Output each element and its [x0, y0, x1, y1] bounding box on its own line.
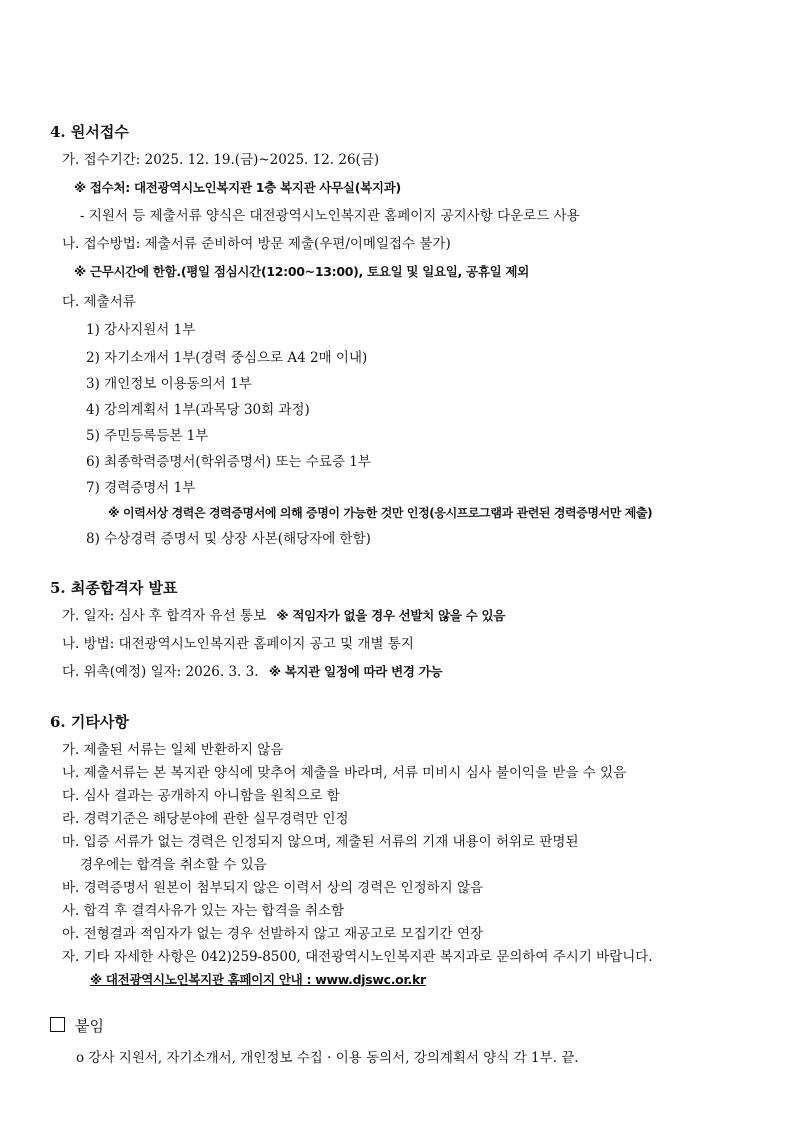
s4-ga-dash: - 지원서 등 제출서류 양식은 대전광역시노인복지관 홈페이지 공지사항 다운로드 사용	[80, 208, 580, 224]
s4-item-8: 8) 수상경력 증명서 및 상장 사본(해당자에 한함)	[86, 531, 371, 547]
s5-da	[62, 662, 442, 682]
s4-na-note: ※ 근무시간에 한함.(평일 점심시간(12:00~13:00), 토요일 및 일요일, 공휴일 제외	[74, 264, 529, 279]
s5-ga-text: 가. 일자: 심사 후 합격자 유선 통보	[62, 608, 267, 624]
s4-item-1: 1) 강사지원서 1부	[86, 322, 196, 338]
attach-title: 붙임	[75, 1017, 104, 1035]
s5-ga	[62, 606, 505, 626]
s4-ga: 가. 접수기간: 2025. 12. 19.(금)~2025. 12. 26(금)	[62, 152, 380, 168]
s5-na: 나. 방법: 대전광역시노인복지관 홈페이지 공고 및 개별 통지	[62, 636, 414, 652]
section-4-title: 4. 원서접수	[50, 123, 129, 141]
s6-item-ja: 자. 기타 자세한 사항은 042)259-8500, 대전광역시노인복지관 복지과로 문의하여 주시기 바랍니다.	[62, 949, 653, 965]
s4-item-7-note: ※ 이력서상 경력은 경력증명서에 의해 증명이 가능한 것만 인정(응시프로그램과 관련된 경력증명서만 제출)	[108, 506, 653, 520]
section-5-title: 5. 최종합격자 발표	[50, 579, 178, 597]
s4-ga-note: ※ 접수처: 대전광역시노인복지관 1층 복지관 사무실(복지과)	[74, 180, 401, 195]
s5-da-note: ※ 복지관 일정에 따라 변경 가능	[268, 664, 443, 679]
section-6-title: 6. 기타사항	[50, 713, 129, 731]
s6-item-da: 다. 심사 결과는 공개하지 아니함을 원칙으로 함	[62, 788, 340, 804]
attach-title-row	[50, 1016, 104, 1036]
s4-da: 다. 제출서류	[62, 294, 136, 310]
s4-item-3: 3) 개인정보 이용동의서 1부	[86, 376, 252, 392]
s6-item-ra: 라. 경력기준은 해당분야에 관한 실무경력만 인정	[62, 811, 349, 827]
s6-item-ga: 가. 제출된 서류는 일체 반환하지 않음	[62, 742, 284, 758]
checkbox-square-icon	[50, 1017, 65, 1032]
attach-line: o 강사 지원서, 자기소개서, 개인정보 수집 · 이용 동의서, 강의계획서 양식 각 1부. 끝.	[76, 1050, 579, 1066]
s6-item-a: 아. 전형결과 적임자가 없는 경우 선발하지 않고 재공고로 모집기간 연장	[62, 926, 484, 942]
s6-item-ba: 바. 경력증명서 원본이 첨부되지 않은 이력서 상의 경력은 인정하지 않음	[62, 880, 484, 896]
s4-item-2: 2) 자기소개서 1부(경력 중심으로 A4 2매 이내)	[86, 350, 368, 366]
s4-item-4: 4) 강의계획서 1부(과목당 30회 과정)	[86, 402, 310, 418]
s6-item-ma: 마. 입증 서류가 없는 경력은 인정되지 않으며, 제출된 서류의 기재 내용이 허위로 판명된	[62, 834, 579, 850]
s4-item-5: 5) 주민등록등본 1부	[86, 428, 209, 444]
s4-item-6: 6) 최종학력증명서(학위증명서) 또는 수료증 1부	[86, 454, 371, 470]
s6-item-na: 나. 제출서류는 본 복지관 양식에 맞추어 제출을 바라며, 서류 미비시 심사 불이익을 받을 수 있음	[62, 765, 627, 781]
s4-na: 나. 접수방법: 제출서류 준비하여 방문 제출(우편/이메일접수 불가)	[62, 236, 451, 252]
s4-item-7: 7) 경력증명서 1부	[86, 480, 196, 496]
s6-ja-note: ※ 대전광역시노인복지관 홈페이지 안내 : www.djswc.or.kr	[90, 972, 426, 987]
s5-ga-note: ※ 적임자가 없을 경우 선발치 않을 수 있음	[276, 608, 506, 623]
s6-item-ma-cont: 경우에는 합격을 취소할 수 있음	[80, 857, 267, 873]
s5-da-text: 다. 위촉(예정) 일자: 2026. 3. 3.	[62, 664, 259, 680]
s6-item-sa: 사. 합격 후 결격사유가 있는 자는 합격을 취소함	[62, 903, 345, 919]
